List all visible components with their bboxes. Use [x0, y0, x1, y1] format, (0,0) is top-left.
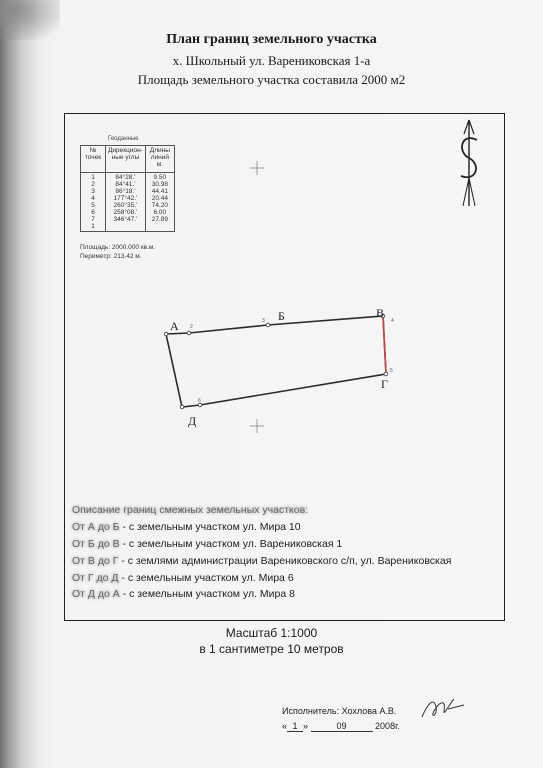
point-number: 3 — [262, 318, 265, 324]
description-item: От В до Г - с землями администрации Варениковского с/п, ул. Варениковская — [72, 555, 452, 567]
point-number: 6 — [198, 398, 201, 404]
lengths-column: 9.50 30.98 44.41 20.44 74.20 6.00 27.89 — [145, 173, 174, 232]
date-year: 2008г. — [375, 721, 400, 731]
points-column: 1 2 3 4 5 6 7 1 — [81, 173, 106, 232]
date-day: 1 — [287, 721, 303, 732]
boundary-points — [164, 314, 388, 409]
corner-b: Б — [278, 309, 285, 323]
date-month: 09 — [311, 721, 373, 732]
road-boundary — [383, 316, 386, 374]
description-item: От А до Б - с земельным участком ул. Мира 10 — [72, 521, 301, 533]
point-number: 4 — [391, 318, 394, 324]
corner-g: Г — [381, 377, 388, 391]
corner-v: В — [376, 306, 385, 320]
geodata-caption: Геоданные — [108, 136, 139, 142]
perimeter-summary: Периметр: 213.42 м. — [80, 253, 142, 260]
date-line: « 1 » 09 2008г. — [282, 721, 400, 731]
scale-line: Масштаб 1:1000 — [225, 626, 318, 640]
angles-column: 84°28.' 84°41.' 86°18.' 177°42.' 260°35.' 258°08.' 346°47.' — [106, 173, 146, 232]
grid-crosses — [250, 161, 264, 433]
executor-line: Исполнитель: Хохлова А.В. — [282, 706, 397, 716]
header-length: Длины линий м. — [145, 146, 174, 173]
description-title: Описание границ смежных земельных участков: — [72, 504, 309, 516]
description-item: От Г до Д - с земельным участком ул. Мира 6 — [72, 572, 294, 584]
corner-d: Д — [188, 414, 197, 428]
description-item: От Б до В - с земельным участком ул. Варениковская 1 — [72, 538, 343, 550]
description-item: От Д до А - с земельным участком ул. Мира 8 — [72, 588, 295, 600]
plot-boundary — [166, 316, 386, 407]
area-summary: Площадь: 2000.000 кв.м. — [80, 244, 156, 251]
area-line: Площадь земельного участка составила 2000 м2 — [137, 72, 406, 87]
header-direction: Дирекцион- ные углы — [106, 146, 146, 173]
point-number: 5 — [390, 368, 393, 374]
point-number: 2 — [190, 324, 193, 330]
signature-icon — [418, 693, 468, 723]
document-title: План границ земельного участка — [166, 32, 377, 47]
address-line: х. Школьный ул. Варениковская 1-а — [172, 53, 371, 68]
corner-a: А — [170, 319, 179, 333]
scale-explanation: в 1 сантиметре 10 метров — [199, 642, 344, 656]
header-point: № точек — [81, 146, 106, 173]
